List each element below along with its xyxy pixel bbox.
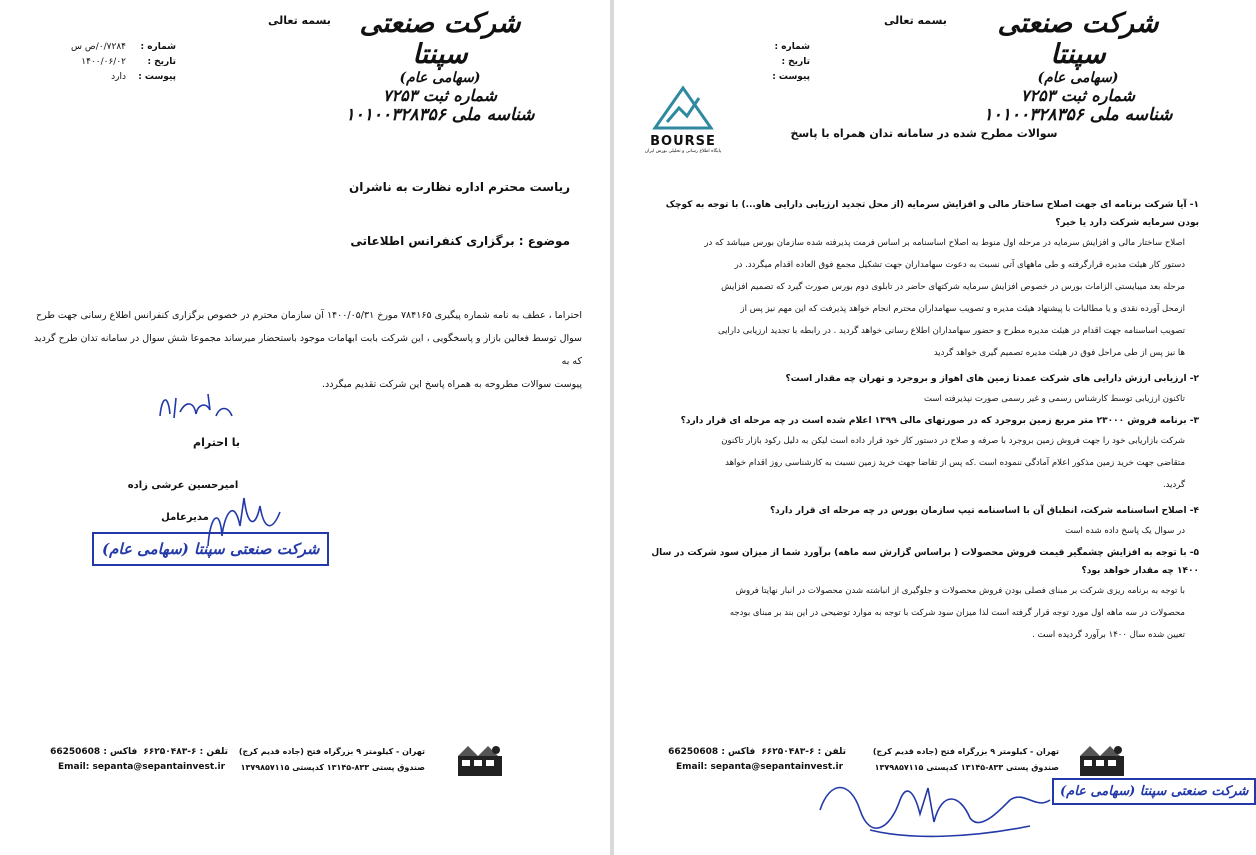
letterhead-logo [968,8,1188,125]
qa-list [651,196,1199,646]
answer-text [651,430,1199,496]
footer-fax: فاکس : 66250608 [50,747,138,757]
answer-text [651,520,1199,542]
answer-line: تعیین شده سال ۱۴۰۰ برآورد گردیده است . [1032,630,1185,640]
signer-title: مدیرعامل [161,512,209,523]
footer-address: تهران - کیلومتر ۹ بزرگراه فتح (جاده قدیم کرج) [238,747,425,756]
answer-line: با توجه به برنامه ریزی شرکت بر مبنای فصلی بودن فروش محصولات و جلوگیری از انباشته شدن محصولات در انبار نهایتا فروش [735,586,1185,596]
footer-phone: تلفن : ۶-۶۶۲۵۰۴۸۳ [761,747,846,757]
closing: با احترام [193,436,240,449]
qa-item [651,370,1199,410]
footer-address: تهران - کیلومتر ۹ بزرگراه فتح (جاده قدیم کرج) [872,747,1059,756]
letter-meta [764,40,810,85]
answer-line: ازمحل آورده نقدی و یا مطالبات با پیشنهاد هیئت مدیره و تصویب سهامداران محترم انجام خواهد پذیرفت که این مهم نیز پس از [740,304,1185,314]
initials-signature [150,386,240,426]
answer-line: شرکت بازاریابی خود را جهت فروش زمین بروجرد با صرفه و صلاح در دستور کار خود قرار داده است لیکن به دلیل رکود بازار تاکنون [721,436,1185,446]
qa-item [651,196,1199,364]
date-label: تاریخ : [781,57,810,67]
bourse-tagline: پایگاه اطلاع رسانی و تحلیلی بورس ایران [644,149,722,154]
company-type: (سهامی عام) [399,70,481,86]
attachment-title: سوالات مطرح شده در سامانه تدان همراه با پاسخ [790,127,1058,140]
factory-logo-icon [1078,742,1126,780]
attachment-label: پیوست : [138,72,176,82]
question-text: ۱- آیا شرکت برنامه ای جهت اصلاح ساختار مالی و افزایش سرمایه (از محل تجدید ارزیابی دارایی هاو...) با توجه به کوچک بودن سرمایه شرکت دارد یا خیر؟ [665,200,1199,228]
body-line: احتراما ، عطف به نامه شماره پیگیری ۷۸۴۱۶۵ مورخ ۱۴۰۰/۰۵/۳۱ آن سازمان محترم در خصوص برگزاری کنفرانس اطلاع رسانی جهت طرح [35,310,582,321]
date-label: تاریخ : [147,57,176,67]
footer-pobox: صندوق پستی ۸۳۳-۱۳۱۴۵ کدپستی ۱۳۷۹۸۵۷۱۱۵ [240,763,425,772]
answer-line: در سوال یک پاسخ داده شده است [1065,526,1185,536]
national-id: شناسه ملی ۱۰۱۰۰۳۲۸۳۵۶ [983,105,1173,125]
answer-text [651,388,1199,410]
answer-line: دستور کار هیئت مدیره قرارگرفته و طی ماههای آتی نسبت به دعوت سهامداران جهت تشکیل مجمع فوق العاده اقدام میگردد. در [734,260,1185,270]
company-type: (سهامی عام) [1037,70,1119,86]
footer-phone: تلفن : ۶-۶۶۲۵۰۴۸۳ [143,747,228,757]
answer-line: مرحله بعد میبایستی الزامات بورس در خصوص افزایش سرمایه شرکتهای حاضر در تابلوی دوم بورس صورت گیرد که تصمیم افزایش [721,282,1185,292]
registration-number: شماره ثبت ۷۲۵۳ [382,86,498,105]
question-text: ۴- اصلاح اساسنامه شرکت، انطباق آن با اساسنامه تیپ سازمان بورس در چه مرحله ای قرار دارد؟ [769,506,1199,516]
national-id: شناسه ملی ۱۰۱۰۰۳۲۸۳۵۶ [345,105,535,125]
attachment-label: پیوست : [772,72,810,82]
qa-item [651,412,1199,496]
basmala: بسمه تعالی [884,14,947,27]
footer-email: Email: sepanta@sepantainvest.ir [676,762,844,772]
answer-line: متقاضی جهت خرید زمین مذکور اعلام آمادگی ننموده است .که پس از تقاضا جهت خرید زمین نسبت به کارشناسی روز اقدام خواهد [725,458,1185,468]
registration-number: شماره ثبت ۷۲۵۳ [1020,86,1136,105]
bourse-logo [636,86,730,154]
number-label: شماره : [140,42,176,52]
company-stamp: شرکت صنعتی سپنتا (سهامی عام) [1052,778,1256,805]
answer-line: محصولات در سه ماهه اول مورد توجه قرار گرفته است لذا میزان سود شرکت با توجه به موارد توضیحی در این بند بر مبنای بودجه [729,608,1185,618]
footer-contact-block [50,744,228,760]
attachment-value: دارد [111,72,126,82]
company-name: شرکت صنعتی سپنتا [997,8,1159,70]
answer-line: تصویب اساسنامه جهت اقدام در هیئت مدیره مطرح و حضور سهامداران اطلاع رسانی خواهد گردید . در رابطه با تجدید ارزیابی دارایی [717,326,1185,336]
letter-body [22,304,582,396]
answer-text [651,580,1199,646]
answer-line: تاکنون ارزیابی توسط کارشناس رسمی و غیر رسمی صورت نپذیرفته است [924,394,1185,404]
question-text: ۲- ارزیابی ارزش دارایی های شرکت عمدتا زمین های اهواز و بروجرد و تهران چه مقدار است؟ [785,374,1199,384]
date-value: ۱۴۰۰/۰۶/۰۲ [81,57,126,67]
number-label: شماره : [774,42,810,52]
answer-line: اصلاح ساختار مالی و افزایش سرمایه در مرحله اول منوط به اصلاح اساسنامه بر اساس فرمت پذیرفته شده سازمان بورس میباشد که در [704,238,1185,248]
basmala: بسمه تعالی [268,14,331,27]
answer-line: ها نیز پس از طی مراحل فوق در هیئت مدیره تصمیم گیری خواهد گردید [933,348,1185,358]
factory-logo-icon [456,742,504,780]
question-text: ۵- با توجه به افزایش چشمگیر قیمت فروش محصولات ( براساس گزارش سه ماهه) برآورد شما از میزان سود شرکت در سال ۱۴۰۰ چه مقدار خواهد بود؟ [651,548,1199,576]
footer-pobox: صندوق پستی ۸۳۳-۱۳۱۴۵ کدپستی ۱۳۷۹۸۵۷۱۱۵ [874,763,1059,772]
footer-fax: فاکس : 66250608 [668,747,756,757]
bourse-name: BOURSE [650,134,716,149]
letterhead-logo [330,8,550,125]
signer-name: امیرحسین عرشی زاده [127,480,239,491]
footer-email: Email: sepanta@sepantainvest.ir [58,762,226,772]
bourse-emblem-icon [653,86,713,130]
letter-meta [66,40,176,85]
number-value: ۰/۷۲۸۴/ص س [71,42,126,52]
qa-item [651,544,1199,646]
answer-text [651,232,1199,364]
footer-address-block [230,744,425,776]
subject: موضوع : برگزاری کنفرانس اطلاعاتی [350,234,570,248]
company-name: شرکت صنعتی سپنتا [359,8,521,70]
body-line: پیوست سوالات مطروحه به همراه پاسخ این شرکت تقدیم میگردد. [321,379,582,390]
company-stamp: شرکت صنعتی سپنتا (سهامی عام) [92,532,329,566]
body-line: سوال توسط فعالین بازار و پاسخگویی ، این شرکت بابت ابهامات موجود باستحضار میرساند مجموعا شش سوال در سامانه تدان طرح گردید که به [33,333,582,367]
signature [810,770,1060,850]
recipient: ریاست محترم اداره نظارت به ناشران [348,180,570,194]
question-text: ۳- برنامه فروش ۲۳۰۰۰ متر مربع زمین بروجرد که در صورتهای مالی ۱۳۹۹ اعلام شده است در چه مرحله ای قرار دارد؟ [680,416,1199,426]
answer-line: گردید. [1162,480,1185,490]
cover-letter-page [0,0,610,855]
qa-item [651,502,1199,542]
qa-attachment-page [614,0,1249,855]
footer-contact-block [668,744,846,760]
